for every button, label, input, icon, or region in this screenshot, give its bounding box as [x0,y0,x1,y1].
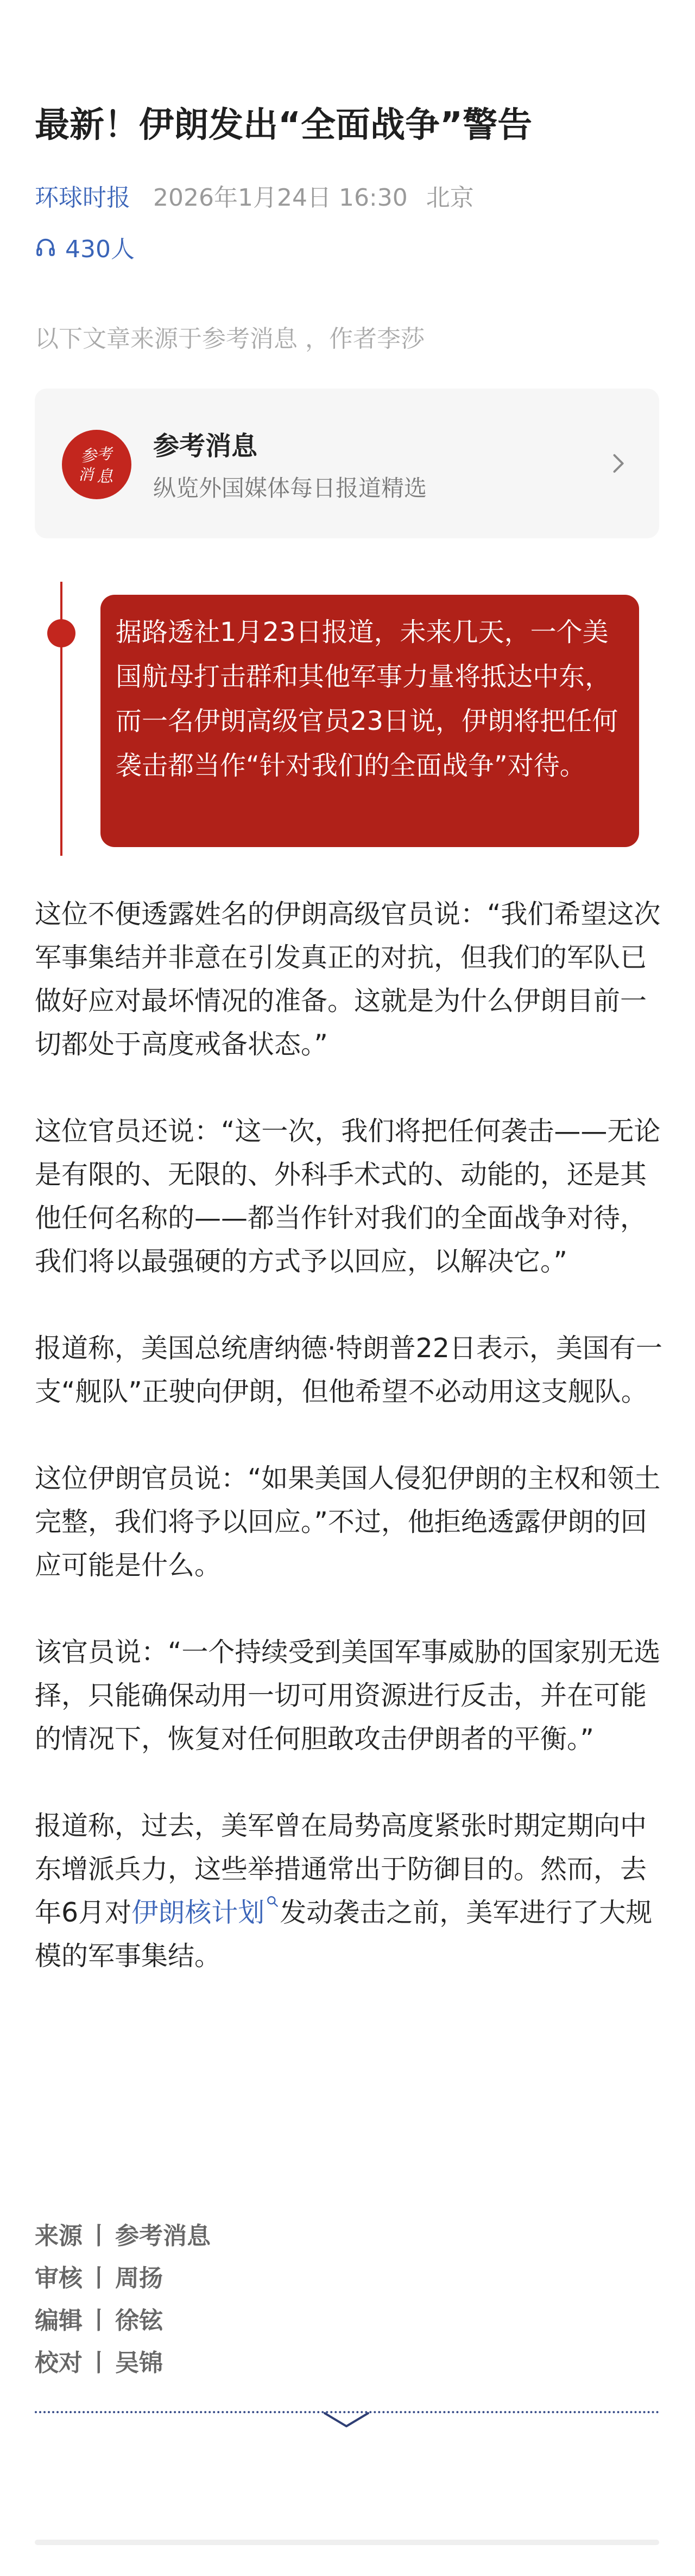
account-card[interactable] [35,389,659,538]
body-paragraph: 报道称，美国总统唐纳德·特朗普22日表示，美国有一支“舰队”正驶向伊朗，但他希望不必动用这支舰队。 [35,1333,662,1407]
callout-dot [47,619,75,647]
lead-callout [100,595,639,847]
body-paragraph: 这位官员还说：“这一次，我们将把任何袭击——无论是有限的、无限的、外科手术式的、动能的，还是其他任何名称的——都当作针对我们的全面战争对待，我们将以最强硬的方式予以回应，以解决它。” [35,1116,661,1277]
account-logo [62,430,131,499]
paragraph-text: 报道称，过去，美军曾在局势高度紧张时期定期向中东增派兵力，这些举措通常出于防御目的。然而，去年6月对 [35,1810,647,1928]
scroll-indicator [35,2540,659,2545]
chevron-down-icon[interactable] [320,2411,372,2429]
credit-row: 审核 丨 周扬 [35,2265,163,2292]
credit-row: 来源 丨 参考消息 [35,2222,211,2250]
svg-text:考: 考 [97,445,112,463]
svg-text:息: 息 [97,467,113,486]
body-paragraph: 这位不便透露姓名的伊朗高级官员说：“我们希望这次军事集结并非意在引发真正的对抗，但我们的军队已做好应对最坏情况的准备。这就是为什么伊朗目前一切都处于高度戒备状态。” [35,899,661,1060]
source-link[interactable]: 环球时报 [35,184,130,212]
body-paragraph: 该官员说：“一个持续受到美国军事威胁的国家别无选择，只能确保动用一切可用资源进行反击，并在可能的情况下，恢复对任何胆敢攻击伊朗者的平衡。” [35,1637,661,1754]
keyword-link[interactable]: 伊朗核计划 [131,1897,265,1928]
article-body [35,893,665,2021]
headphones-icon [35,236,56,258]
listen-count: 430人 [65,236,135,263]
account-name: 参考消息 [153,431,258,461]
publish-location: 北京 [426,184,474,212]
credit-row: 编辑 丨 徐铉 [35,2307,163,2335]
body-paragraph [35,1804,665,1978]
callout-text: 据路透社1月23日报道，未来几天，一个美国航母打击群和其他军事力量将抵达中东，而一名伊朗高级官员23日说，伊朗将把任何袭击都当作“针对我们的全面战争”对待。 [116,617,618,781]
source-notice: 以下文章来源于参考消息 ，作者李莎 [35,325,425,353]
paragraph-text: 发动袭击之前，美军进行了大规模的军事集结。 [35,1897,653,1971]
svg-text:参: 参 [80,447,97,466]
publish-time: 2026年1月24日 16:30 [153,184,408,212]
body-paragraph: 这位伊朗官员说：“如果美国人侵犯伊朗的主权和领土完整，我们将予以回应。”不过，他拒绝透露伊朗的回应可能是什么。 [35,1463,661,1581]
account-description: 纵览外国媒体每日报道精选 [153,475,427,501]
credit-row: 校对 丨 吴锦 [35,2349,163,2377]
credits-block [35,2215,211,2384]
article-title: 最新！伊朗发出“全面战争”警告 [35,105,533,145]
chevron-right-icon [604,449,632,478]
search-link-icon[interactable] [266,1894,280,1909]
listen-button[interactable] [35,231,135,263]
article-meta [35,179,474,212]
svg-text:消: 消 [78,466,94,484]
